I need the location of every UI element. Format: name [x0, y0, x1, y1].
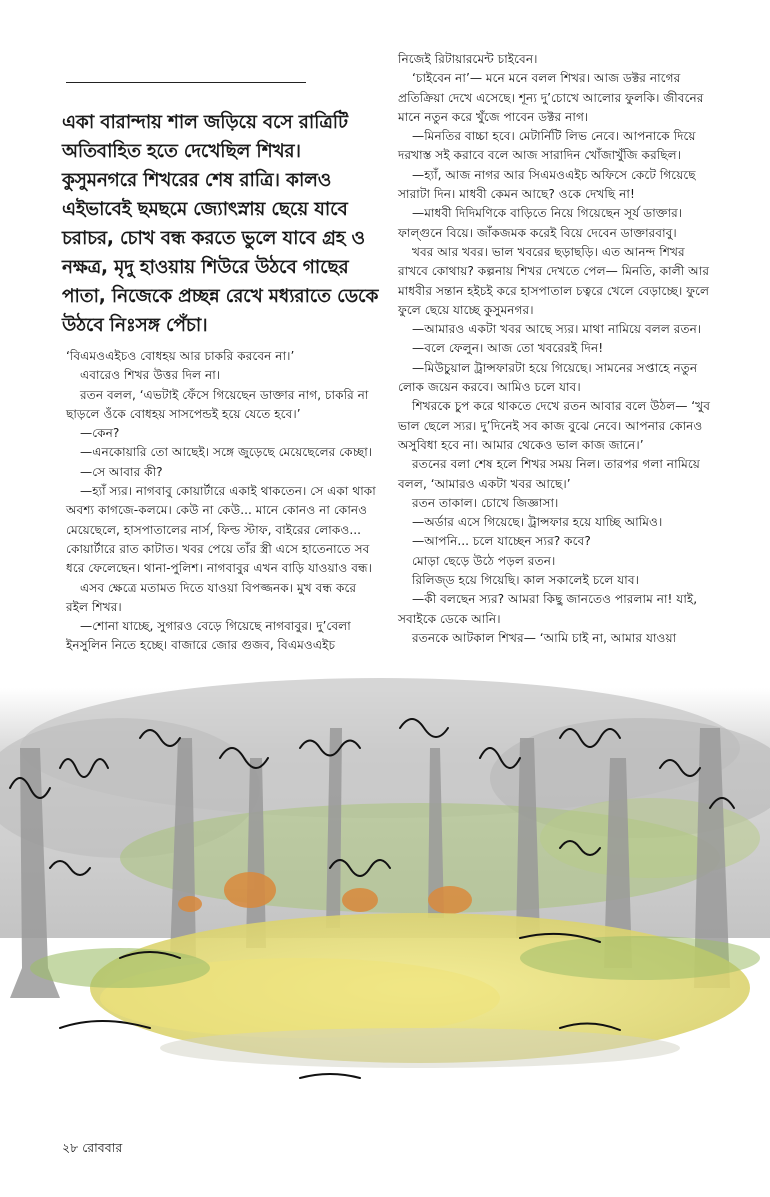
paragraph: —হ্যাঁ স্যর। নাগবাবু কোয়ার্টারে একাই থাকতেন। সে একা থাকা অবশ্য কাগজে-কলমে। কেউ না কেউ... মানে কোনও না কোনও মেয়েছেলে, হাসপাতালের নার্স, ফিল্ড স্টাফ, বাইরের লোকও... কোয়ার্টারে রাত কাটাত। খবর পেয়ে তাঁর স্ত্রী এসে হাতেনাতে সব ধরে ফেলেছেন। থানা-পুলিশ। নাগবাবুর এখন বাড়ি যাওয়াও বন্ধ।: [66, 484, 376, 576]
foliage: [540, 798, 760, 878]
page-footer: [62, 1140, 122, 1160]
paragraph: শিখরকে চুপ করে থাকতে দেখে রতন আবার বলে উঠল— ‘খুব ভাল ছেলে স্যর। দু’দিনেই সব কাজ বুঝে নেবে। আপনার কোনও অসুবিধা হবে না। আমার থেকেও ভাল কাজ জানে।’: [398, 399, 710, 452]
paragraph: —আমারও একটা খবর আছে স্যর। মাথা নামিয়ে বলল রতন।: [412, 322, 702, 337]
paragraph: —হ্যাঁ, আজ নাগর আর সিএমওএইচ অফিসে কেটে গিয়েছে সারাটা দিন। মাধবী কেমন আছে? ওকে দেখছি না!: [398, 167, 696, 202]
paragraph: মোড়া ছেড়ে উঠে পড়ল রতন।: [412, 553, 556, 568]
forest-illustration: [0, 668, 770, 1106]
paragraph: রতনের বলা শেষ হলে শিখর সময় নিল। তারপর গলা নামিয়ে বলল, ‘আমারও একটা খবর আছে।’: [398, 457, 700, 491]
paragraph: রতন তাকাল। চোখে জিজ্ঞাসা।: [412, 495, 559, 510]
top-rule: [66, 82, 306, 83]
page-number: ২৮: [62, 1140, 79, 1155]
paragraph: —আপনি... চলে যাচ্ছেন স্যর? কবে?: [412, 534, 591, 549]
paragraph: —শোনা যাচ্ছে, সুগারও বেড়ে গিয়েছে নাগবাবুর। দু’বেলা ইনসুলিন নিতে হচ্ছে। বাজারে জোর গুজব, বিএমওএইচ: [66, 619, 351, 653]
paragraph: —এনকোয়ারি তো আছেই। সঙ্গে জুড়েছে মেয়েছেলের কেচ্ছা।: [80, 445, 373, 460]
paragraph: এসব ক্ষেত্রে মতামত দিতে যাওয়া বিপজ্জনক। মুখ বন্ধ করে রইল শিখর।: [66, 580, 357, 614]
paragraph: —অর্ডার এসে গিয়েছে। ট্রান্সফার হয়ে যাচ্ছি আমিও।: [412, 515, 663, 530]
paragraph: —মিউচুয়াল ট্রান্সফারটা হয়ে গিয়েছে। সামনের সপ্তাহে নতুন লোক জয়েন করবে। আমিও চলে যাব।: [398, 360, 698, 395]
paragraph: —কী বলছেন স্যর? আমরা কিছু জানতেও পারলাম না! যাই, সবাইকে ডেকে আনি।: [398, 592, 698, 626]
grass-patch: [160, 1028, 680, 1068]
pull-quote: একা বারান্দায় শাল জড়িয়ে বসে রাত্রিটি অতিবাহিত হতে দেখেছিল শিখর। কুসুমনগরে শিখরের শেষ রাত্রি। কালও এইভাবেই ছমছমে জ্যোৎস্নায় ছেয়ে যাবে চরাচর, চোখ বন্ধ করতে ভুলে যাবে গ্রহ ও নক্ষত্র, মৃদু হাওয়ায় শিউরে উঠবে গাছের পাতা, নিজেকে প্রচ্ছন্ন রেখে মধ্যরাতে ডেকে উঠবে নিঃসঙ্গ পেঁচা।: [62, 112, 379, 336]
paragraph: রতন বলল, ‘এভটাই ফেঁসে গিয়েছেন ডাক্তার নাগ, চাকরি না ছাড়লে ওঁকে বোধহয় সাসপেন্ডই হয়ে যেতে হবে।’: [66, 387, 369, 421]
paragraph: নিজেই রিটায়ারমেন্ট চাইবেন।: [398, 52, 538, 66]
paragraph: রতনকে আটকাল শিখর— ‘আমি চাই না, আমার যাওয়া: [412, 630, 677, 645]
paragraph: —কেন?: [80, 426, 120, 441]
article-column-left: [66, 347, 380, 656]
paragraph: ‘চাইবেন না’— মনে মনে বলল শিখর। আজ ডক্টর নাগের প্রতিক্রিয়া দেখে এসেছে। শূন্য দু’চোখে আলোর ফুলকি। জীবনের মানে নতুন করে খুঁজে পাবেন ডক্টর নাগ।: [398, 71, 704, 124]
paragraph: ‘বিএমওএইচও বোধহয় আর চাকরি করবেন না।’: [66, 349, 295, 363]
paragraph: রিলিজ্‌ড হয়ে গিয়েছি। কাল সকালেই চলে যাব।: [412, 573, 639, 588]
paragraph: —বলে ফেলুন। আজ তো খবরেরই দিন!: [412, 341, 604, 356]
grass-patch: [520, 936, 760, 980]
grass-patch: [30, 948, 210, 988]
paragraph: —মাধবী দিদিমণিকে বাড়িতে নিয়ে গিয়েছেন সূর্য ডাক্তার। ফাল্গুনে বিয়ে। জাঁকজমক করেই বিয়ে দেবেন ডাক্তারবাবু।: [398, 206, 683, 240]
paragraph: —সে আবার কী?: [80, 464, 163, 479]
magazine-name: রোববার: [82, 1140, 123, 1155]
paragraph: এবারেও শিখর উত্তর দিল না।: [80, 368, 221, 383]
article-column-right: [398, 50, 716, 648]
paragraph: —মিনতির বাচ্চা হবে। মেটার্নিটি লিভ নেবে। আপনাকে দিয়ে দরখাস্ত সই করাবে বলে আজ সারাদিন খোঁজাখুঁজি করছিল।: [398, 129, 696, 163]
paragraph: খবর আর খবর। ভাল খবরের ছড়াছড়ি। এত আনন্দ শিখর রাখবে কোথায়? কল্পনায় শিখর দেখতে পেল— মিনতি, কালী আর মাধবীর সন্তান হইচই করে হাসপাতাল চত্বরে খেলে বেড়াচ্ছে। ফুলে ফুলে ছেয়ে যাচ্ছে কুসুমনগর।: [398, 244, 710, 317]
